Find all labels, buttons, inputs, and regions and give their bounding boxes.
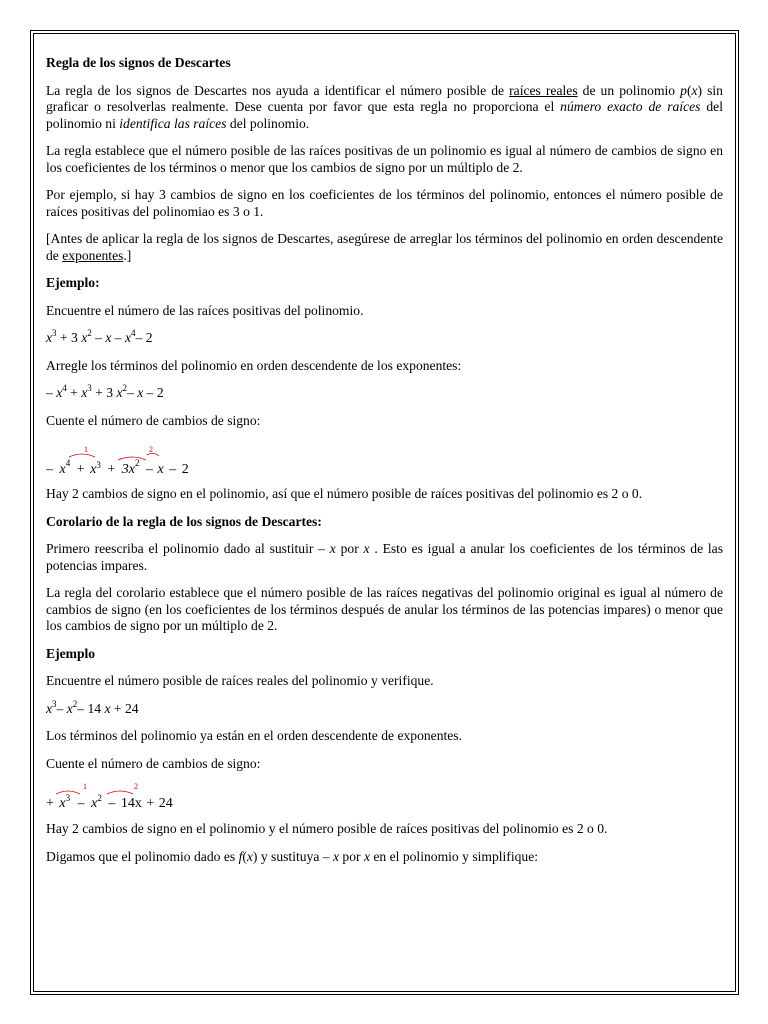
example-1-heading: Ejemplo: <box>46 275 100 290</box>
document-body <box>46 55 723 876</box>
example-1-count-text: Cuente el número de cambios de signo: <box>46 412 261 428</box>
example-2-result: Hay 2 cambios de signo en el polinomio y el número posible de raíces positivas del polinomio es 2 o 0. <box>46 821 608 836</box>
corollary-rule: La regla del corolario establece que el número posible de las raíces negativas del polinomio original es igual al número de cambios de signo (en los coeficientes de los términos después de anular los términos de las potencias impares) o menor que los cambios de signo por un múltiplo de 2. <box>46 585 723 633</box>
corollary-heading: Corolario de la regla de los signos de Descartes: <box>46 513 322 529</box>
sign-change-marker-1: 1 <box>83 782 87 791</box>
sign-change-marker-2: 2 <box>149 445 153 454</box>
link-exponentes[interactable]: exponentes <box>62 247 124 263</box>
link-raices-reales[interactable]: raíces reales <box>509 82 578 98</box>
title: Regla de los signos de Descartes <box>46 55 231 70</box>
example-2-order-text: Los términos del polinomio ya están en el orden descendente de exponentes. <box>46 728 462 743</box>
example-1-sign-changes <box>46 440 306 480</box>
note-paragraph: [Antes de aplicar la regla de los signos de Descartes, asegúrese de arreglar los términos del polinomio en orden descendente de exponentes.] <box>46 231 723 263</box>
example-1-polynomial: $x^3 + 3$ $x^2$ – x – $x^4-$ 2 <box>46 328 153 345</box>
example-paragraph: Por ejemplo, si hay 3 cambios de signo en los coeficientes de los términos del polinomio, entonces el número posible de raíces positivas del polinomiao es 3 o 1. <box>46 187 723 219</box>
sign-change-arc-2 <box>107 791 133 794</box>
example-1-polynomial-arranged: – $x^4 + x^3 + 3$ $x^2-$ x – 2 <box>46 383 164 400</box>
svg-text:+ x3 – x2: + $x^3$ – $x^2$ – 14x + 24 <box>46 793 173 811</box>
example-2-final: Digamos que el polinomio dado es f(x) y sustituya – x por x en el polinomio y simplifique: <box>46 848 539 864</box>
example-1-arrange-text: Arregle los términos del polinomio en orden descendente de los exponentes: <box>46 357 462 373</box>
sign-change-marker-2: 2 <box>134 782 138 791</box>
svg-text:– x4 + x3: – $x^4$ + $x^3$ + $3x^2$ – x – 2 <box>46 458 189 477</box>
example-2-sign-changes <box>46 781 246 815</box>
corollary-step: Primero reescriba el polinomio dado al sustituir – x por x . Esto es igual a anular los coeficientes de los términos de las potencias impares. <box>46 541 723 573</box>
example-1-result: Hay 2 cambios de signo en el polinomio, así que el número posible de raíces positivas del polinomio es 2 o 0. <box>46 486 643 501</box>
intro-paragraph: La regla de los signos de Descartes nos ayuda a identificar el número posible de raíces reales de un polinomio p(x) sin graficar o resolverlas realmente. Dese cuenta por favor que esta regla no proporciona el número exacto de raíces del polinomio ni identifica las raíces del polinomio. <box>46 82 723 131</box>
example-2-polynomial: $x^3-$ $x^2-$ 14 x + 24 <box>46 698 139 716</box>
example-1-prompt: Encuentre el número de las raíces positivas del polinomio. <box>46 302 364 318</box>
rule-paragraph: La regla establece que el número posible de las raíces positivas de un polinomio es igual al número de cambios de signo en los coeficientes de los términos o menor que los cambios de signo por un múltiplo de 2. <box>46 143 723 175</box>
example-2-heading: Ejemplo <box>46 645 96 661</box>
sign-change-marker-1: 1 <box>84 445 88 454</box>
example-2-count-text: Cuente el número de cambios de signo: <box>46 755 261 771</box>
example-2-prompt: Encuentre el número posible de raíces reales del polinomio y verifique. <box>46 673 434 688</box>
